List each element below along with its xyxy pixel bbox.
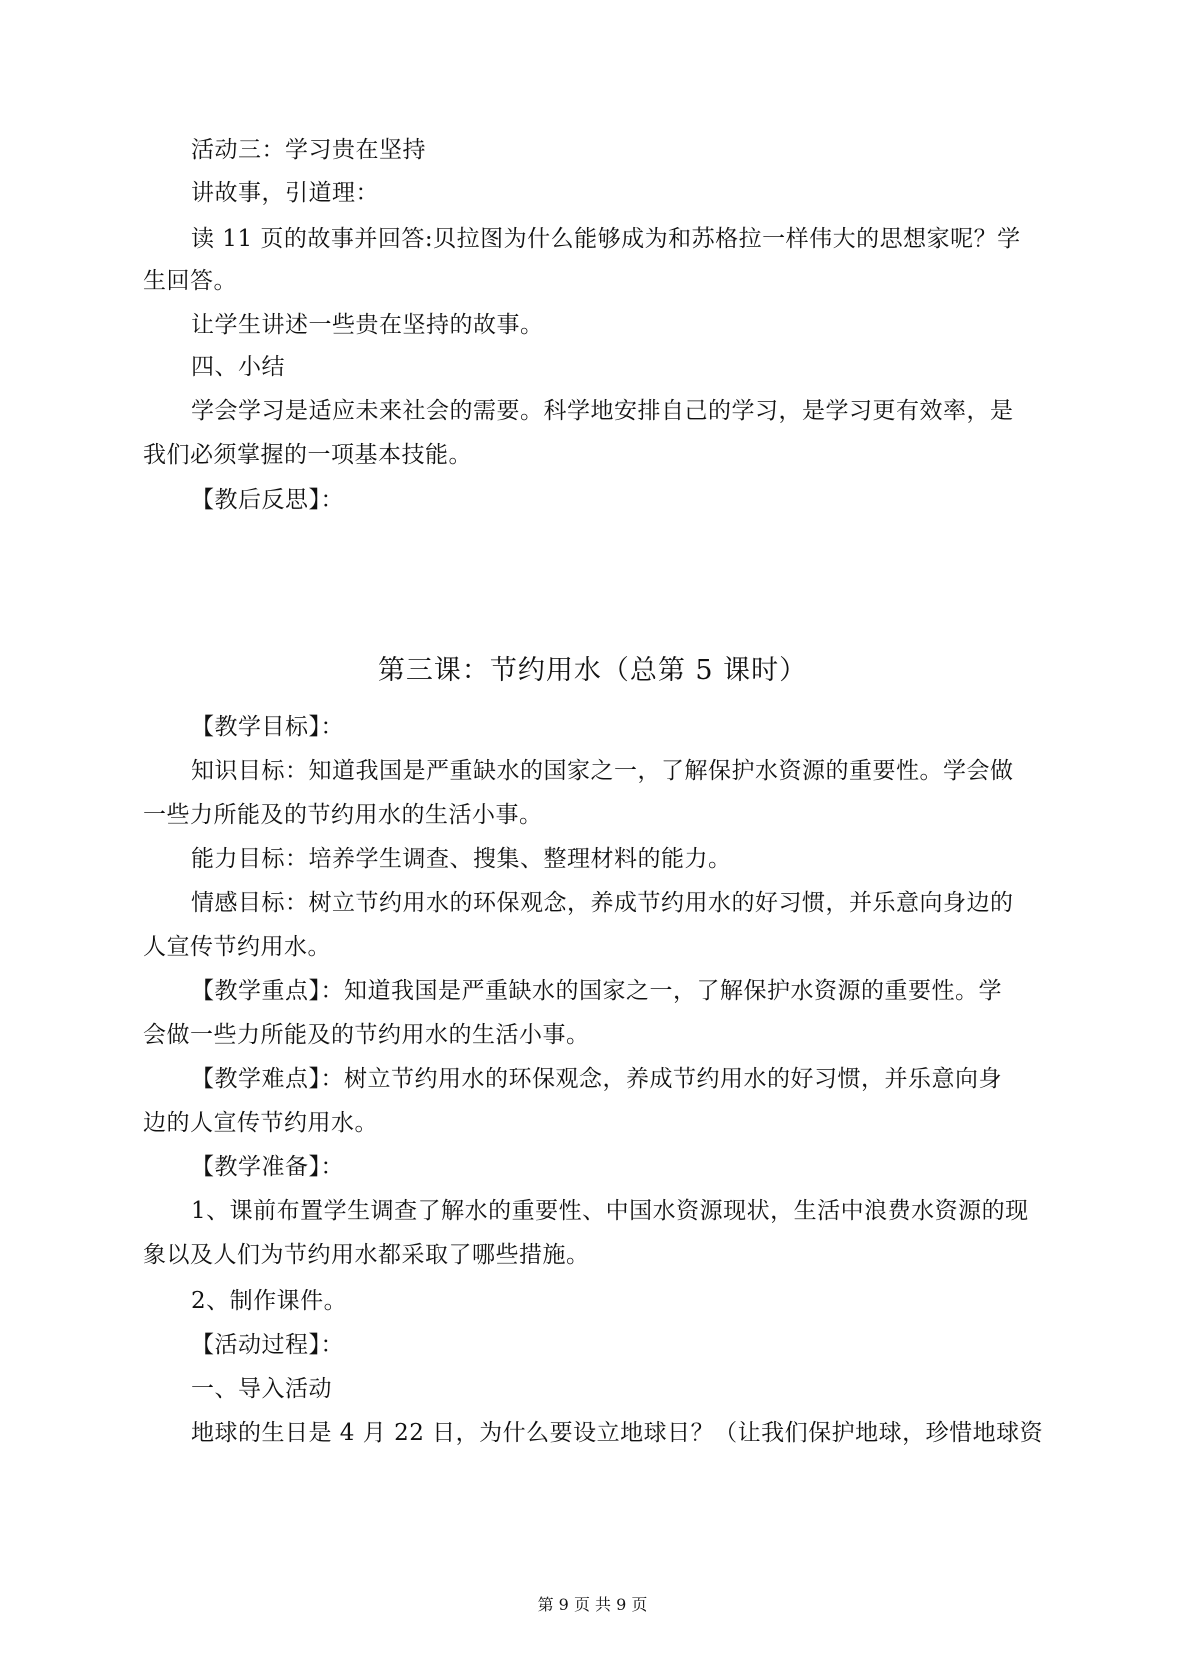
lesson-title: 第三课：节约用水（总第 5 课时）	[377, 655, 808, 686]
prep-item-1-line-1: 1、课前布置学生调查了解水的重要性、中国水资源现状，生活中浪费水资源的现	[191, 1198, 1029, 1224]
student-story: 让学生讲述一些贵在坚持的故事。	[191, 312, 544, 338]
summary-heading: 四、小结	[191, 354, 285, 380]
knowledge-goal-line-2: 一些力所能及的节约用水的生活小事。	[143, 802, 543, 828]
key-point-line-2: 会做一些力所能及的节约用水的生活小事。	[143, 1022, 590, 1048]
question-line-2: 生回答。	[143, 268, 237, 294]
knowledge-goal-line-1: 知识目标：知道我国是严重缺水的国家之一，了解保护水资源的重要性。学会做	[191, 758, 1014, 784]
ability-goal: 能力目标：培养学生调查、搜集、整理材料的能力。	[191, 846, 732, 872]
key-point-line-1: 【教学重点】：知道我国是严重缺水的国家之一，了解保护水资源的重要性。学	[191, 978, 1002, 1004]
summary-line-2: 我们必须掌握的一项基本技能。	[143, 442, 472, 468]
story-intro: 讲故事，引道理：	[191, 180, 379, 206]
prep-item-1-line-2: 象以及人们为节约用水都采取了哪些措施。	[143, 1242, 590, 1268]
emotion-goal-line-2: 人宣传节约用水。	[143, 934, 331, 960]
prep-heading: 【教学准备】：	[191, 1154, 344, 1180]
activity-heading: 活动三：学习贵在坚持	[191, 137, 426, 163]
difficulty-line-2: 边的人宣传节约用水。	[143, 1110, 378, 1136]
reflection-heading: 【教后反思】：	[191, 487, 344, 513]
intro-heading: 一、导入活动	[191, 1376, 332, 1402]
summary-line-1: 学会学习是适应未来社会的需要。科学地安排自己的学习，是学习更有效率，是	[191, 398, 1014, 424]
difficulty-line-1: 【教学难点】：树立节约用水的环保观念，养成节约用水的好习惯，并乐意向身	[191, 1066, 1002, 1092]
page-footer: 第 9 页 共 9 页	[537, 1595, 648, 1614]
intro-line-1: 地球的生日是 4 月 22 日，为什么要设立地球日？（让我们保护地球，珍惜地球资	[191, 1420, 1044, 1446]
goals-heading: 【教学目标】：	[191, 714, 344, 740]
prep-item-2: 2、制作课件。	[191, 1288, 348, 1314]
emotion-goal-line-1: 情感目标：树立节约用水的环保观念，养成节约用水的好习惯，并乐意向身边的	[191, 890, 1014, 916]
process-heading: 【活动过程】：	[191, 1332, 344, 1358]
question-line-1: 读 11 页的故事并回答:贝拉图为什么能够成为和苏格拉一样伟大的思想家呢？学	[191, 226, 1021, 252]
